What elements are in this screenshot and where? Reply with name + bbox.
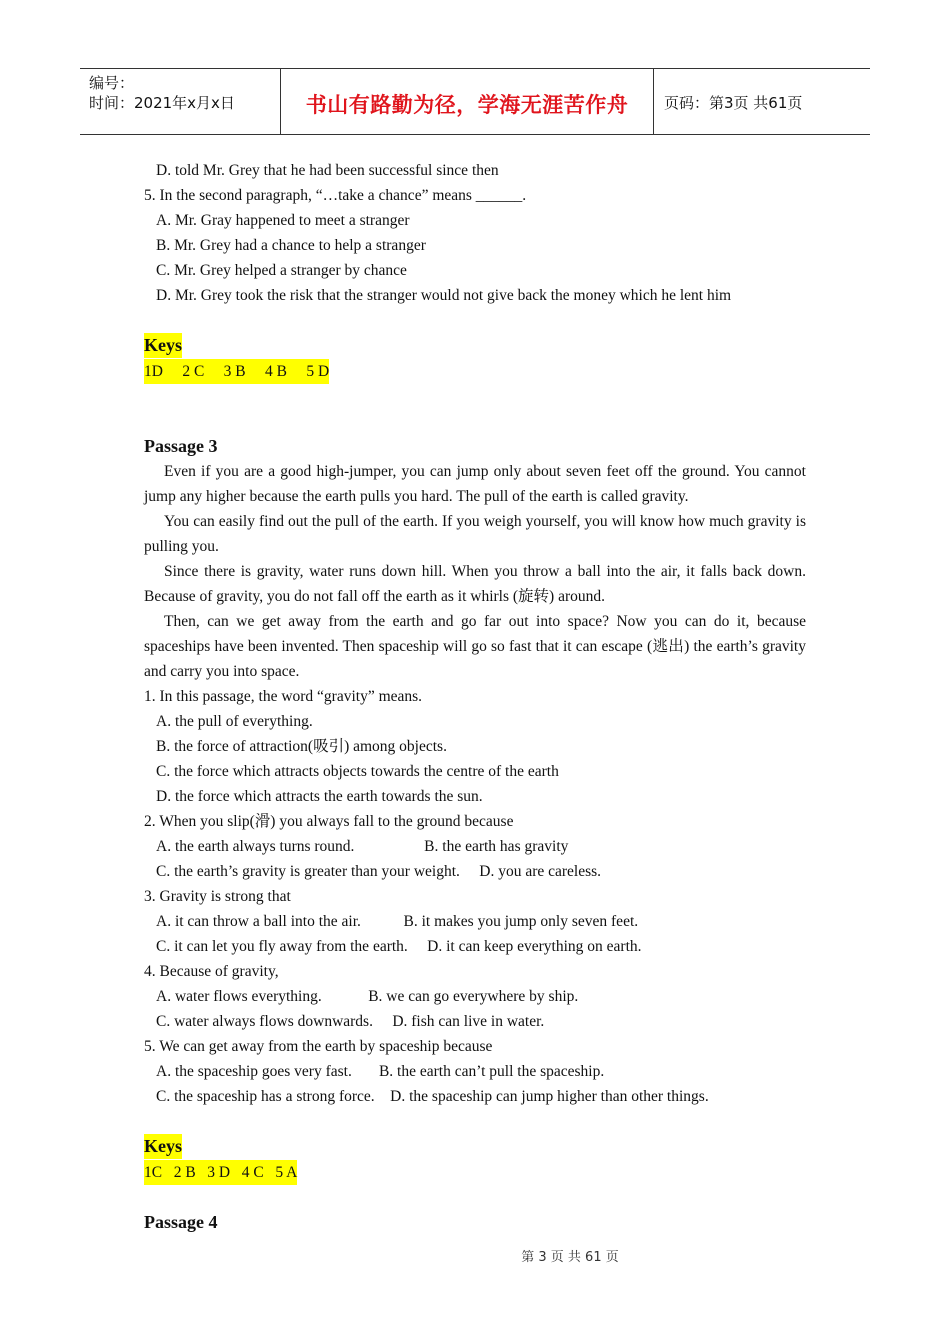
passage-paragraph: You can easily find out the pull of the earth. If you weigh yourself, you will know how much gravity is pulling you. bbox=[144, 513, 806, 555]
answer-option: A. Mr. Gray happened to meet a stranger bbox=[156, 212, 410, 229]
question-line: 4. Because of gravity, bbox=[144, 963, 279, 980]
number-label: 编号： bbox=[89, 74, 135, 92]
answer-option: B. the force of attraction(吸引) among objects. bbox=[156, 738, 447, 755]
keys-heading: Keys bbox=[144, 1134, 182, 1159]
keys-answers: 1C 2 B 3 D 4 C 5 A bbox=[144, 1160, 297, 1185]
keys-answers: 1D 2 C 3 B 4 B 5 D bbox=[144, 359, 329, 384]
question-line: 5. We can get away from the earth by spaceship because bbox=[144, 1038, 493, 1055]
answer-option: A. the pull of everything. bbox=[156, 713, 313, 730]
answer-option: C. the earth’s gravity is greater than your weight. D. you are careless. bbox=[156, 863, 602, 880]
passage-title: Passage 4 bbox=[144, 1212, 218, 1232]
keys-heading: Keys bbox=[144, 333, 182, 358]
answer-option: A. it can throw a ball into the air. B. it makes you jump only seven feet. bbox=[156, 913, 639, 930]
header-page-info: 页码：第3页 共61页 bbox=[664, 94, 803, 112]
question-line: 3. Gravity is strong that bbox=[144, 888, 291, 905]
answer-option: A. the earth always turns round. B. the earth has gravity bbox=[156, 838, 569, 855]
answer-option: A. water flows everything. B. we can go everywhere by ship. bbox=[156, 988, 579, 1005]
answer-option: C. it can let you fly away from the earth. D. it can keep everything on earth. bbox=[156, 938, 642, 955]
answer-option: C. water always flows downwards. D. fish can live in water. bbox=[156, 1013, 545, 1030]
time-label: 时间：2021年x月x日 bbox=[89, 94, 235, 112]
question-line: 1. In this passage, the word “gravity” means. bbox=[144, 688, 423, 705]
page-footer: 第 3 页 共 61 页 bbox=[521, 1250, 619, 1265]
answer-option: A. the spaceship goes very fast. B. the earth can’t pull the spaceship. bbox=[156, 1063, 605, 1080]
passage-paragraph: Since there is gravity, water runs down hill. When you throw a ball into the air, it falls back down. Because of gravity, you do not fall off the earth as it whirls (旋转) around. bbox=[144, 563, 806, 605]
answer-option: D. the force which attracts the earth towards the sun. bbox=[156, 788, 483, 805]
passage-title: Passage 3 bbox=[144, 436, 218, 456]
answer-option: C. Mr. Grey helped a stranger by chance bbox=[156, 262, 407, 279]
passage-paragraph: Even if you are a good high-jumper, you can jump only about seven feet off the ground. You cannot jump any higher because the earth pulls you hard. The pull of the earth is called gravity. bbox=[144, 463, 806, 505]
answer-option: B. Mr. Grey had a chance to help a stranger bbox=[156, 237, 426, 254]
page-header bbox=[80, 68, 870, 135]
document-body bbox=[144, 158, 806, 1235]
answer-option: D. told Mr. Grey that he had been successful since then bbox=[156, 162, 499, 179]
question-line: 5. In the second paragraph, “…take a chance” means ______. bbox=[144, 187, 527, 204]
question-line: 2. When you slip(滑) you always fall to the ground because bbox=[144, 813, 514, 830]
answer-option: C. the force which attracts objects towards the centre of the earth bbox=[156, 763, 559, 780]
passage3-questions bbox=[144, 684, 806, 1109]
passage3-text bbox=[144, 459, 806, 684]
passage-paragraph: Then, can we get away from the earth and go far out into space? Now you can do it, because spaceships have been invented. Then spaceship will go so fast that it can escape (逃出) the earth’s gravity and carry you into space. bbox=[144, 613, 806, 680]
answer-option: D. Mr. Grey took the risk that the stranger would not give back the money which he lent him bbox=[156, 287, 732, 304]
passage2-tail bbox=[144, 158, 806, 308]
header-meta bbox=[80, 69, 281, 134]
header-motto: 书山有路勤为径，学海无涯苦作舟 bbox=[281, 69, 654, 134]
answer-option: C. the spaceship has a strong force. D. the spaceship can jump higher than other things. bbox=[156, 1088, 709, 1105]
